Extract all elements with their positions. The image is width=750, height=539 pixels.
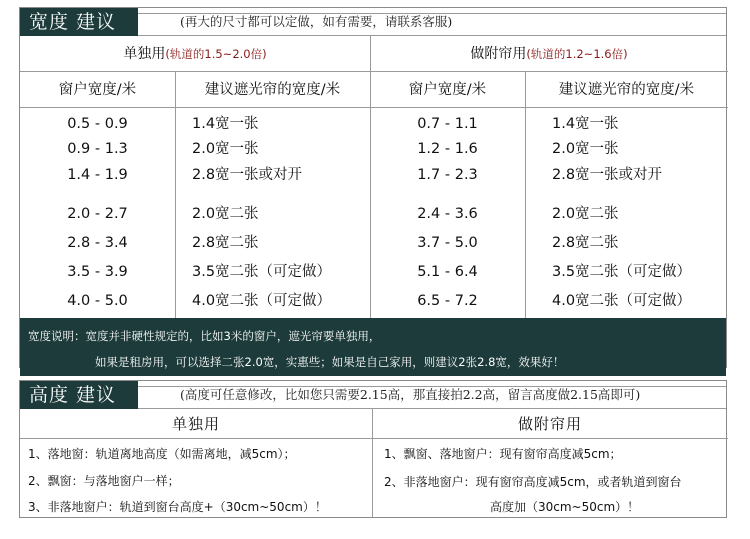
- attached-curtain-width-cell: 2.8宽一张或对开: [552, 167, 663, 183]
- attached-curtain-width-cell: 3.5宽二张（可定做）: [552, 264, 692, 280]
- width-note: (再大的尺寸都可以定做，如有需要，请联系客服): [180, 14, 453, 29]
- col-curtain-width-2: 建议遮光帘的宽度/米: [525, 72, 728, 108]
- divider: [372, 409, 373, 517]
- height-attached-item: 高度加（30cm~50cm）！: [490, 500, 640, 514]
- height-header: [20, 381, 726, 409]
- height-single-header: 单独用: [20, 409, 372, 439]
- attached-window-width-cell: 1.7 - 2.3: [417, 167, 478, 183]
- single-curtain-width-cell: 2.0宽一张: [192, 141, 259, 157]
- single-use-sub: (轨道的1.5~2.0倍): [165, 47, 267, 61]
- attached-window-width-cell: 5.1 - 6.4: [417, 264, 478, 280]
- width-explanation: [20, 318, 726, 376]
- attached-curtain-width-cell: 1.4宽一张: [552, 116, 619, 132]
- height-attached-item: 1、飘窗、落地窗户：现有窗帘高度减5cm；: [384, 447, 622, 461]
- single-curtain-width-cell: 2.8宽一张或对开: [192, 167, 303, 183]
- attached-curtain-width-cell: 2.0宽二张: [552, 206, 619, 222]
- single-curtain-width-cell: 1.4宽一张: [192, 116, 259, 132]
- height-single-item: 1、落地窗：轨道离地高度（如需离地，减5cm）；: [28, 447, 296, 461]
- width-panel: [19, 7, 727, 368]
- height-single-item: 2、飘窗：与落地窗户一样；: [28, 474, 180, 488]
- single-curtain-width-cell: 2.8宽二张: [192, 235, 259, 251]
- height-note: (高度可任意修改，比如您只需要2.15高，那直接拍2.2高，留言高度做2.15高即可): [180, 387, 641, 402]
- explanation-line-2: 如果是租房用，可以选择二张2.0宽，实惠些；如果是自己家用，则建议2张2.8宽，效果好！: [95, 355, 565, 369]
- single-curtain-width-cell: 3.5宽二张（可定做）: [192, 264, 332, 280]
- single-window-width-cell: 4.0 - 5.0: [67, 293, 128, 309]
- height-attached-header: 做附帘用: [372, 409, 728, 439]
- single-window-width-cell: 0.9 - 1.3: [67, 141, 128, 157]
- col-curtain-width-1: 建议遮光帘的宽度/米: [175, 72, 370, 108]
- explanation-line-1: 宽度说明：宽度并非硬性规定的，比如3米的窗户，遮光帘要单独用，: [28, 329, 381, 343]
- height-single-item: 3、非落地窗户：轨道到窗台高度+（30cm~50cm）！: [28, 500, 327, 514]
- single-window-width-cell: 0.5 - 0.9: [67, 116, 128, 132]
- col-window-width-2: 窗户宽度/米: [370, 72, 525, 108]
- attached-window-width-cell: 0.7 - 1.1: [417, 116, 478, 132]
- width-title: 宽度 建议: [20, 8, 138, 36]
- col-window-width-1: 窗户宽度/米: [20, 72, 175, 108]
- attached-window-width-cell: 1.2 - 1.6: [417, 141, 478, 157]
- attached-use-label: 做附帘用: [470, 46, 527, 62]
- attached-curtain-width-cell: 2.8宽二张: [552, 235, 619, 251]
- attached-use-sub: (轨道的1.2~1.6倍): [526, 47, 628, 61]
- single-window-width-cell: 2.8 - 3.4: [67, 235, 128, 251]
- divider: [525, 72, 526, 318]
- single-window-width-cell: 2.0 - 2.7: [67, 206, 128, 222]
- attached-curtain-width-cell: 2.0宽一张: [552, 141, 619, 157]
- single-curtain-width-cell: 2.0宽二张: [192, 206, 259, 222]
- divider: [175, 72, 176, 318]
- height-title: 高度 建议: [20, 381, 138, 409]
- single-window-width-cell: 1.4 - 1.9: [67, 167, 128, 183]
- attached-curtain-width-cell: 4.0宽二张（可定做）: [552, 293, 692, 309]
- single-curtain-width-cell: 4.0宽二张（可定做）: [192, 293, 332, 309]
- attached-window-width-cell: 2.4 - 3.6: [417, 206, 478, 222]
- single-window-width-cell: 3.5 - 3.9: [67, 264, 128, 280]
- width-header: [20, 8, 726, 36]
- height-attached-item: 2、非落地窗户：现有窗帘高度减5cm，或者轨道到窗台: [384, 475, 682, 489]
- single-use-label: 单独用: [123, 46, 166, 62]
- single-use-header: [20, 36, 370, 72]
- attached-window-width-cell: 6.5 - 7.2: [417, 293, 478, 309]
- attached-use-header: [370, 36, 728, 72]
- height-panel: [19, 380, 727, 518]
- attached-window-width-cell: 3.7 - 5.0: [417, 235, 478, 251]
